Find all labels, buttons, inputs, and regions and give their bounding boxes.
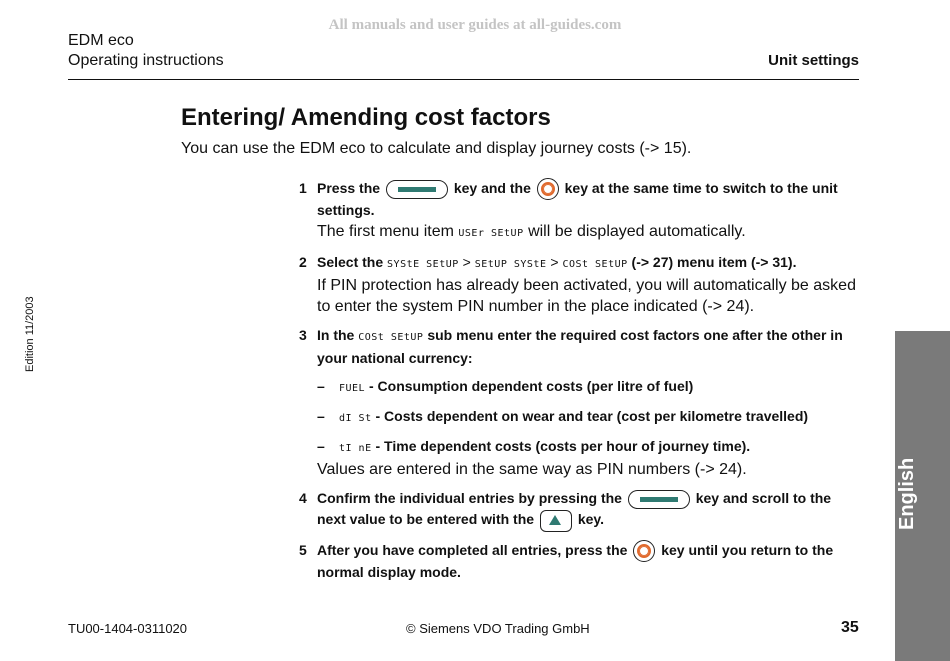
step-text: key until you return to the normal display mode. [317, 541, 834, 580]
step-number: 4 [299, 490, 307, 507]
doc-number: TU00-1404-0311020 [68, 621, 188, 636]
steps-list [299, 178, 863, 591]
intro-text: You can use the EDM eco to calculate and display journey costs (-> 15). [181, 140, 692, 157]
lcd-text: tI nE [339, 443, 372, 455]
dash: – [317, 408, 325, 425]
edition-label: Edition 11/2003 [24, 296, 36, 372]
step-number: 3 [299, 327, 307, 344]
header-divider [68, 79, 859, 80]
mode-key-icon [537, 178, 559, 200]
list-item-text: - Consumption dependent costs (per litre of fuel) [368, 378, 694, 395]
step-text: key and the [453, 180, 531, 196]
dash: – [317, 438, 325, 455]
step-number: 5 [299, 541, 307, 558]
step-4 [299, 488, 863, 531]
lcd-text: COSt SEtUP [562, 259, 628, 271]
step-text: Confirm the individual entries by pressing the [317, 490, 622, 507]
separator: > [550, 254, 559, 271]
step-text: sub menu enter the required cost factors one after the other in your national currency: [317, 327, 843, 367]
step-2 [299, 252, 863, 317]
step-text: key at the same time to switch to the unit settings. [317, 180, 838, 219]
mode-key-icon [633, 540, 655, 562]
lcd-text: dI St [339, 413, 372, 425]
step-5 [299, 540, 863, 583]
copyright: © Siemens VDO Trading GmbH [406, 621, 590, 636]
step-note: The first menu item [317, 223, 454, 241]
step-text: After you have completed all entries, press the [317, 541, 628, 558]
step-3 [299, 325, 863, 480]
step-note: Values are entered in the same way as PIN numbers (-> 24). [317, 461, 747, 479]
step-text: Select the [317, 254, 384, 271]
section-title: Unit settings [768, 52, 859, 69]
doc-type: Operating instructions [68, 52, 224, 69]
step-text: Press the [317, 180, 381, 196]
lcd-text: SEtUP SYStE [474, 259, 547, 271]
separator: > [462, 254, 471, 271]
up-arrow-key-icon [540, 510, 572, 532]
lcd-text: SYStE SEtUP [387, 259, 459, 271]
list-item-text: - Time dependent costs (costs per hour of journey time). [375, 438, 751, 455]
enter-key-icon [386, 180, 448, 199]
page-title: Entering/ Amending cost factors [181, 104, 551, 131]
product-name: EDM eco [68, 32, 134, 49]
step-text: In the [317, 327, 355, 344]
step-text: key and scroll to the next value to be entered with the [317, 490, 832, 528]
list-item [317, 436, 863, 459]
list-item-text: - Costs dependent on wear and tear (cost per kilometre travelled) [375, 408, 809, 425]
language-tab-label: English [896, 457, 918, 530]
dash: – [317, 378, 325, 395]
lcd-text: FUEL [339, 383, 366, 395]
step-text: (-> 27) menu item (-> 31). [631, 254, 797, 271]
header-left [68, 31, 224, 71]
watermark: All manuals and user guides at all-guides.com [328, 17, 622, 33]
page-number: 35 [841, 619, 859, 636]
step-number: 1 [299, 180, 307, 196]
step-note: will be displayed automatically. [528, 223, 746, 241]
list-item [317, 406, 863, 429]
enter-key-icon [628, 490, 690, 509]
step-text: key. [577, 511, 605, 528]
lcd-text: COSt SEtUP [358, 332, 424, 344]
step-1 [299, 178, 863, 244]
lcd-text: USEr SEtUP [458, 228, 524, 240]
step-note: If PIN protection has already been activated, you will automatically be asked to enter the system PIN number in the place indicated (-> 24). [317, 277, 856, 316]
list-item [317, 376, 863, 399]
step-number: 2 [299, 254, 307, 271]
